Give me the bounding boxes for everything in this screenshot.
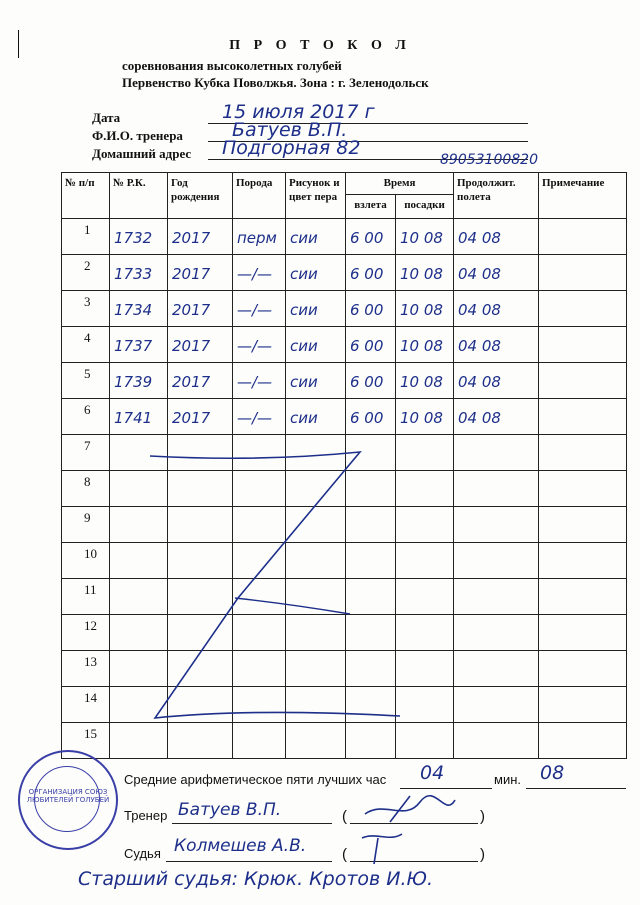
stamp-text: ОРГАНИЗАЦИЯ СОЮЗ ЛЮБИТЕЛЕЙ ГОЛУБЕЙ bbox=[26, 788, 110, 804]
organization-stamp bbox=[18, 750, 118, 850]
minutes-label: мин. bbox=[494, 772, 521, 787]
header-num: № п/п bbox=[62, 173, 110, 219]
handwritten-pattern: сии bbox=[290, 337, 318, 355]
handwritten-year: 2017 bbox=[172, 337, 211, 355]
handwritten-breed: —/— bbox=[237, 373, 273, 391]
row-number: 14 bbox=[84, 690, 97, 705]
handwritten-landing: 10 08 bbox=[400, 301, 443, 319]
header-pattern: Рисунок и цвет пера bbox=[286, 173, 346, 219]
phone-value: 89053100820 bbox=[440, 152, 538, 168]
judge-sign-name: Колмешев А.В. bbox=[174, 836, 307, 856]
handwritten-takeoff: 6 00 bbox=[350, 301, 384, 319]
handwritten-pattern: сии bbox=[290, 265, 318, 283]
subtitle-competition: соревнования высоколетных голубей bbox=[122, 58, 342, 73]
hours-value: 04 bbox=[420, 762, 445, 784]
row-number: 5 bbox=[84, 366, 91, 381]
handwritten-duration: 04 08 bbox=[458, 265, 501, 283]
handwritten-pattern: сии bbox=[290, 409, 318, 427]
minutes-value: 08 bbox=[540, 762, 565, 784]
trainer-sign-name: Батуев В.П. bbox=[178, 800, 282, 820]
handwritten-year: 2017 bbox=[172, 265, 211, 283]
row-number: 12 bbox=[84, 618, 97, 633]
row-number: 9 bbox=[84, 510, 91, 525]
judge-line bbox=[166, 861, 332, 862]
trainer-signature bbox=[360, 792, 460, 832]
handwritten-takeoff: 6 00 bbox=[350, 373, 384, 391]
handwritten-breed: —/— bbox=[237, 301, 273, 319]
handwritten-pattern: сии bbox=[290, 229, 318, 247]
handwritten-duration: 04 08 bbox=[458, 409, 501, 427]
minutes-line bbox=[526, 788, 626, 789]
row-number: 2 bbox=[84, 258, 91, 273]
row-number: 3 bbox=[84, 294, 91, 309]
handwritten-year: 2017 bbox=[172, 409, 211, 427]
header-rk: № Р.К. bbox=[110, 173, 168, 219]
hours-line bbox=[400, 788, 492, 789]
handwritten-year: 2017 bbox=[172, 301, 211, 319]
handwritten-rk: 1741 bbox=[114, 409, 153, 427]
row-number: 1 bbox=[84, 222, 91, 237]
handwritten-duration: 04 08 bbox=[458, 229, 501, 247]
handwritten-rk: 1737 bbox=[114, 337, 153, 355]
handwritten-landing: 10 08 bbox=[400, 337, 443, 355]
subtitle-zone: Первенство Кубка Поволжья. Зона : г. Зеленодольск bbox=[122, 75, 429, 90]
trainer-signature-close: ) bbox=[480, 808, 485, 825]
handwritten-year: 2017 bbox=[172, 229, 211, 247]
header-note: Примечание bbox=[539, 173, 627, 219]
judge-label: Судья bbox=[124, 846, 161, 861]
handwritten-landing: 10 08 bbox=[400, 229, 443, 247]
handwritten-takeoff: 6 00 bbox=[350, 229, 384, 247]
header-takeoff: взлета bbox=[346, 195, 396, 219]
handwritten-duration: 04 08 bbox=[458, 373, 501, 391]
handwritten-takeoff: 6 00 bbox=[350, 409, 384, 427]
trainer-value: Батуев В.П. bbox=[232, 119, 348, 141]
date-value: 15 июля 2017 г bbox=[222, 101, 375, 123]
handwritten-rk: 1739 bbox=[114, 373, 153, 391]
trainer-label: Ф.И.О. тренера bbox=[92, 128, 183, 143]
handwritten-rk: 1732 bbox=[114, 229, 153, 247]
row-number: 8 bbox=[84, 474, 91, 489]
header-landing: посадки bbox=[396, 195, 454, 219]
handwritten-landing: 10 08 bbox=[400, 373, 443, 391]
handwritten-takeoff: 6 00 bbox=[350, 337, 384, 355]
chief-judge-text: Старший судья: Крюк. Кротов И.Ю. bbox=[78, 868, 434, 890]
row-number: 10 bbox=[84, 546, 97, 561]
row-number: 7 bbox=[84, 438, 91, 453]
handwritten-breed: —/— bbox=[237, 337, 273, 355]
handwritten-duration: 04 08 bbox=[458, 301, 501, 319]
handwritten-rk: 1734 bbox=[114, 301, 153, 319]
handwritten-breed: перм bbox=[237, 229, 277, 247]
address-value: Подгорная 82 bbox=[222, 137, 361, 159]
trainer-sign-line bbox=[172, 823, 332, 824]
header-breed: Порода bbox=[233, 173, 286, 219]
address-label: Домашний адрес bbox=[92, 146, 192, 161]
average-label: Средние арифметическое пяти лучших час bbox=[124, 772, 387, 787]
handwritten-rk: 1733 bbox=[114, 265, 153, 283]
page-title: П Р О Т О К О Л bbox=[229, 38, 411, 53]
row-number: 15 bbox=[84, 726, 97, 741]
row-number: 4 bbox=[84, 330, 91, 345]
date-label: Дата bbox=[92, 110, 121, 125]
handwritten-landing: 10 08 bbox=[400, 409, 443, 427]
trainer-sign-label: Тренер bbox=[124, 808, 168, 823]
handwritten-breed: —/— bbox=[237, 409, 273, 427]
handwritten-breed: —/— bbox=[237, 265, 273, 283]
handwritten-duration: 04 08 bbox=[458, 337, 501, 355]
header-duration: Продолжит. полета bbox=[454, 173, 539, 219]
judge-signature-open: ( bbox=[342, 846, 347, 863]
row-number: 11 bbox=[84, 582, 97, 597]
trainer-signature-open: ( bbox=[342, 808, 347, 825]
judge-signature bbox=[356, 828, 416, 868]
judge-signature-close: ) bbox=[480, 846, 485, 863]
row-number: 13 bbox=[84, 654, 97, 669]
handwritten-takeoff: 6 00 bbox=[350, 265, 384, 283]
row-number: 6 bbox=[84, 402, 91, 417]
header-year: Год рождения bbox=[168, 173, 233, 219]
handwritten-year: 2017 bbox=[172, 373, 211, 391]
handwritten-pattern: сии bbox=[290, 373, 318, 391]
header-time: Время bbox=[346, 173, 454, 195]
handwritten-landing: 10 08 bbox=[400, 265, 443, 283]
handwritten-pattern: сии bbox=[290, 301, 318, 319]
